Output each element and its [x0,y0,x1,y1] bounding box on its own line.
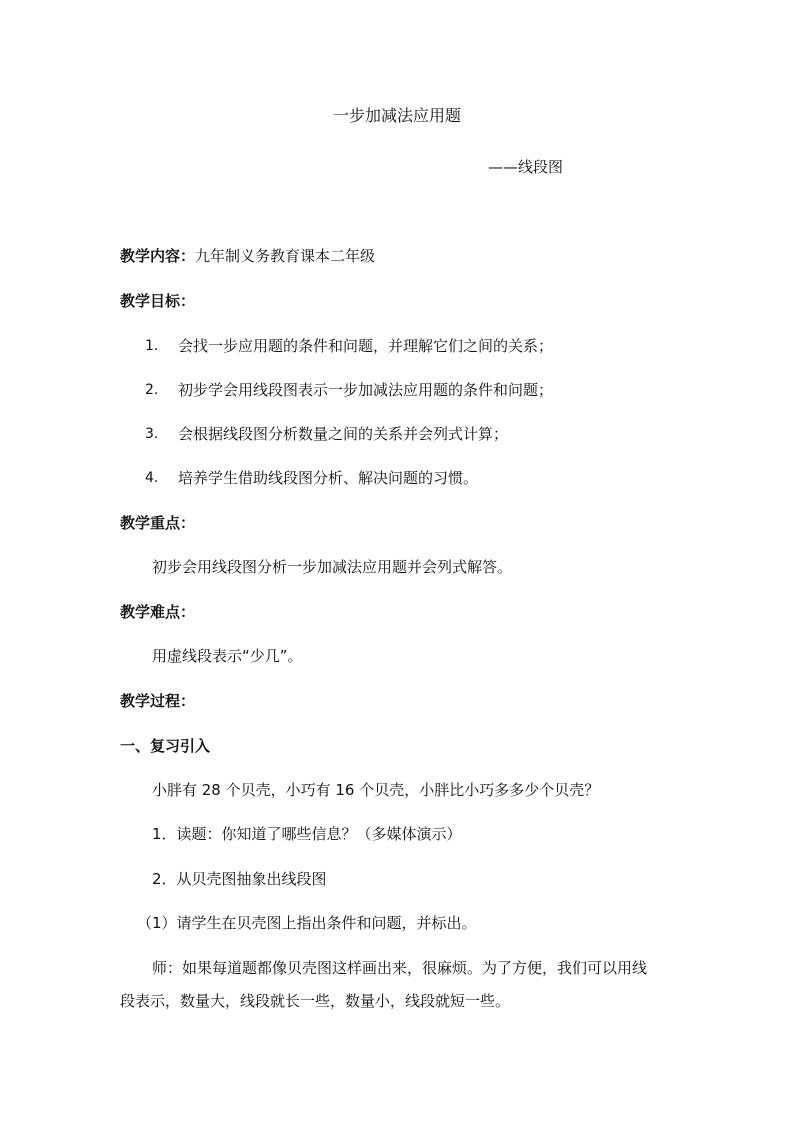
objectives-label: 教学目标： [120,292,196,310]
difficulty-text: 用虚线段表示“少几”。 [152,647,303,665]
section-heading-review: 一、复习引入 [120,737,211,755]
problem-text: 小胖有 28 个贝壳，小巧有 16 个贝壳，小胖比小巧多多少个贝壳？ [152,781,600,799]
difficulty-label: 教学难点： [120,603,196,621]
sub-step-mark-conditions: （1）请学生在贝壳图上指出条件和问题，并标出。 [137,914,477,932]
content-text: 九年制义务教育课本二年级 [195,247,376,265]
objective-text: 会找一步应用题的条件和问题，并理解它们之间的关系； [178,337,554,355]
key-point-label: 教学重点： [120,514,196,532]
objective-text: 初步学会用线段图表示一步加减法应用题的条件和问题； [178,381,554,399]
objective-number: 4. [145,470,159,486]
key-point-text: 初步会用线段图分析一步加减法应用题并会列式解答。 [152,558,513,576]
objective-text: 会根据线段图分析数量之间的关系并会列式计算； [178,425,509,443]
step-abstract-line-diagram: 2．从贝壳图抽象出线段图 [152,870,327,888]
step-read-problem: 1．读题：你知道了哪些信息？（多媒体演示） [152,825,462,843]
document-subtitle: ——线段图 [488,158,564,176]
objective-number: 2. [145,382,159,398]
document-title: 一步加减法应用题 [332,106,461,125]
process-label: 教学过程： [120,692,196,710]
teacher-remark-line2: 段表示，数量大，线段就长一些，数量小，线段就短一些。 [120,992,511,1010]
objective-number: 3. [145,426,159,442]
teacher-remark-line1: 师：如果每道题都像贝壳图这样画出来，很麻烦。为了方便，我们可以用线 [152,959,648,977]
content-label: 教学内容： [120,247,196,265]
content-row [120,245,375,267]
objective-text: 培养学生借助线段图分析、解决问题的习惯。 [178,469,479,487]
objective-number: 1. [145,338,159,354]
